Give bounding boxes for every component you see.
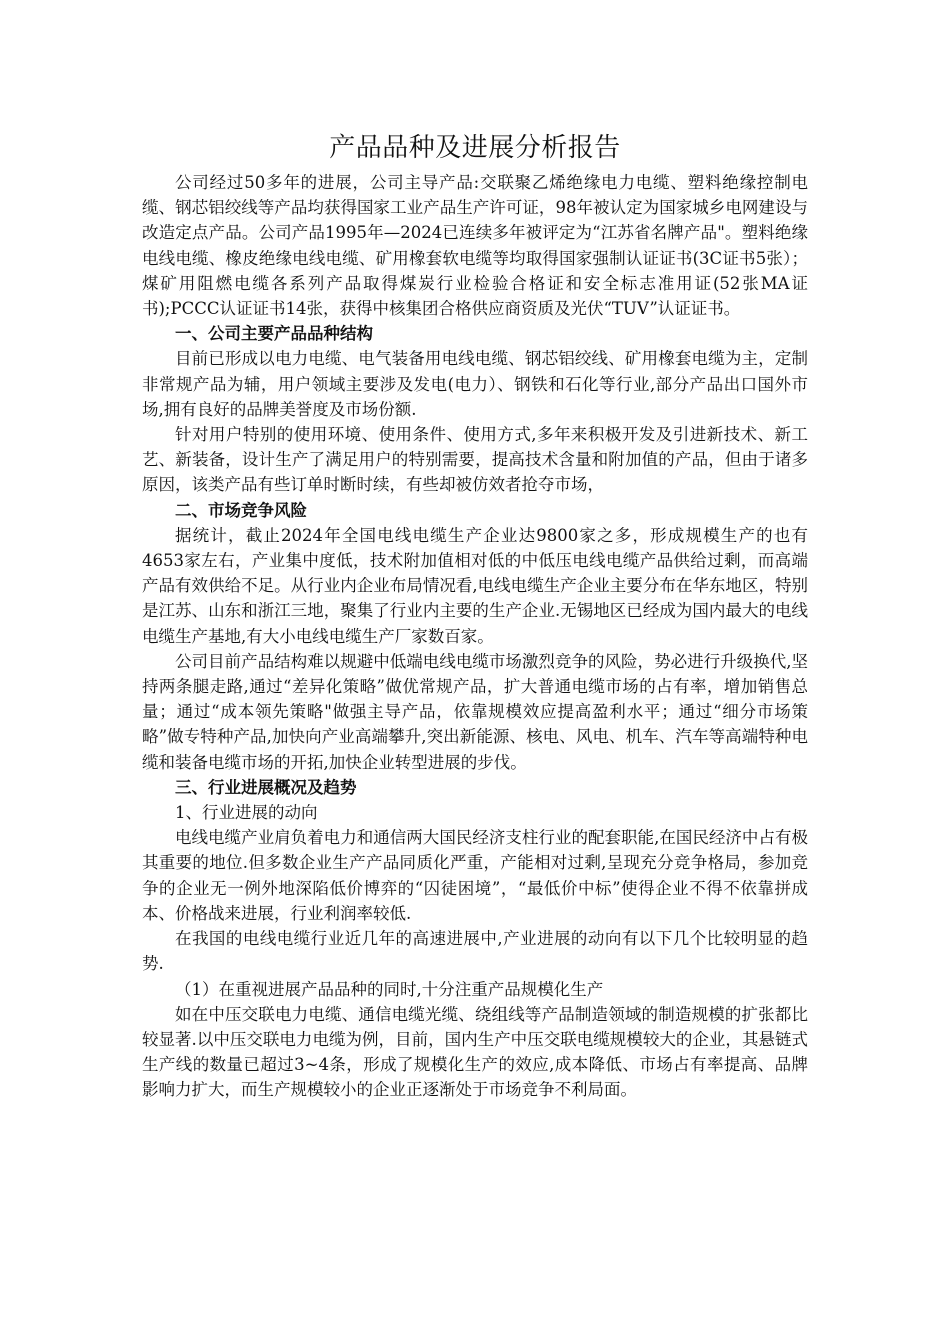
subsection-heading: 1、行业进展的动向 xyxy=(175,803,318,823)
list-item-heading: （1）在重视进展产品品种的同时,十分注重产品规模化生产 xyxy=(175,979,604,999)
body-paragraph: 公司目前产品结构难以规避中低端电线电缆市场激烈竞争的风险，势必进行升级换代,坚持两条腿走路,通过“差异化策略”做优常规产品，扩大普通电缆市场的占有率，增加销售总量；通过“成本领先策略"做强主导产品，依靠规模效应提高盈利水平；通过“细分市场策略”做专特种产品,加快向产业高端攀升,突出新能源、核电、风电、机车、汽车等高端特种电缆和装备电缆市场的开拓,加快企业转型进展的步伐。 xyxy=(142,651,808,772)
body-paragraph: 据统计，截止2024年全国电线电缆生产企业达9800家之多，形成规模生产的也有4653家左右，产业集中度低，技术附加值相对低的中低压电线电缆产品供给过剩，而高端产品有效供给不足。从行业内企业布局情况看,电线电缆生产企业主要分布在华东地区，特别是江苏、山东和浙江三地，聚集了行业内主要的生产企业.无锡地区已经成为国内最大的电线电缆生产基地,有大小电线电缆生产厂家数百家。 xyxy=(142,525,808,646)
body-paragraph: 针对用户特别的使用环境、使用条件、使用方式,多年来积极开发及引进新技术、新工艺、新装备，设计生产了满足用户的特别需要，提高技术含量和附加值的产品，但由于诸多原因，该类产品有些订单时断时续，有些却被仿效者抢夺市场， xyxy=(142,425,808,495)
document-body xyxy=(142,130,808,1103)
intro-paragraph: 公司经过50多年的进展，公司主导产品:交联聚乙烯绝缘电力电缆、塑料绝缘控制电缆、钢芯铝绞线等产品均获得国家工业产品生产许可证，98年被认定为国家城乡电网建设与改造定点产品。公司产品1995年—2024已连续多年被评定为“江苏省名牌产品"。塑料绝缘电线电缆、橡皮绝缘电线电缆、矿用橡套软电缆等均取得国家强制认证证书(3C证书5张）；煤矿用阻燃电缆各系列产品取得煤炭行业检验合格证和安全标志准用证(52张MA证书);PCCC认证证书14张，获得中核集团合格供应商资质及光伏“TUV”认证证书。 xyxy=(142,173,808,319)
body-paragraph: 目前已形成以电力电缆、电气装备用电线电缆、钢芯铝绞线、矿用橡套电缆为主，定制非常规产品为辅，用户领域主要涉及发电(电力）、钢铁和石化等行业,部分产品出口国外市场,拥有良好的品牌美誉度及市场份额. xyxy=(142,349,808,419)
section-heading: 三、行业进展概况及趋势 xyxy=(175,777,357,797)
document-title: 产品品种及进展分析报告 xyxy=(329,133,621,163)
body-paragraph: 在我国的电线电缆行业近几年的高速进展中,产业进展的动向有以下几个比较明显的趋势. xyxy=(142,929,808,974)
body-paragraph: 电线电缆产业肩负着电力和通信两大国民经济支柱行业的配套职能,在国民经济中占有极其重要的地位.但多数企业生产产品同质化严重，产能相对过剩,呈现充分竞争格局，参加竞争的企业无一例外地深陷低价博弈的“囚徒困境”，“最低价中标”使得企业不得不依靠拼成本、价格战来进展，行业利润率较低. xyxy=(142,828,808,923)
section-heading: 二、市场竞争风险 xyxy=(175,500,307,520)
body-paragraph: 如在中压交联电力电缆、通信电缆光缆、绕组线等产品制造领域的制造规模的扩张都比较显著.以中压交联电力电缆为例，目前，国内生产中压交联电缆规模较大的企业，其悬链式生产线的数量已超过3~4条，形成了规模化生产的效应,成本降低、市场占有率提高、品牌影响力扩大，而生产规模较小的企业正逐渐处于市场竞争不利局面。 xyxy=(142,1004,808,1100)
section-heading: 一、公司主要产品品种结构 xyxy=(175,324,373,344)
